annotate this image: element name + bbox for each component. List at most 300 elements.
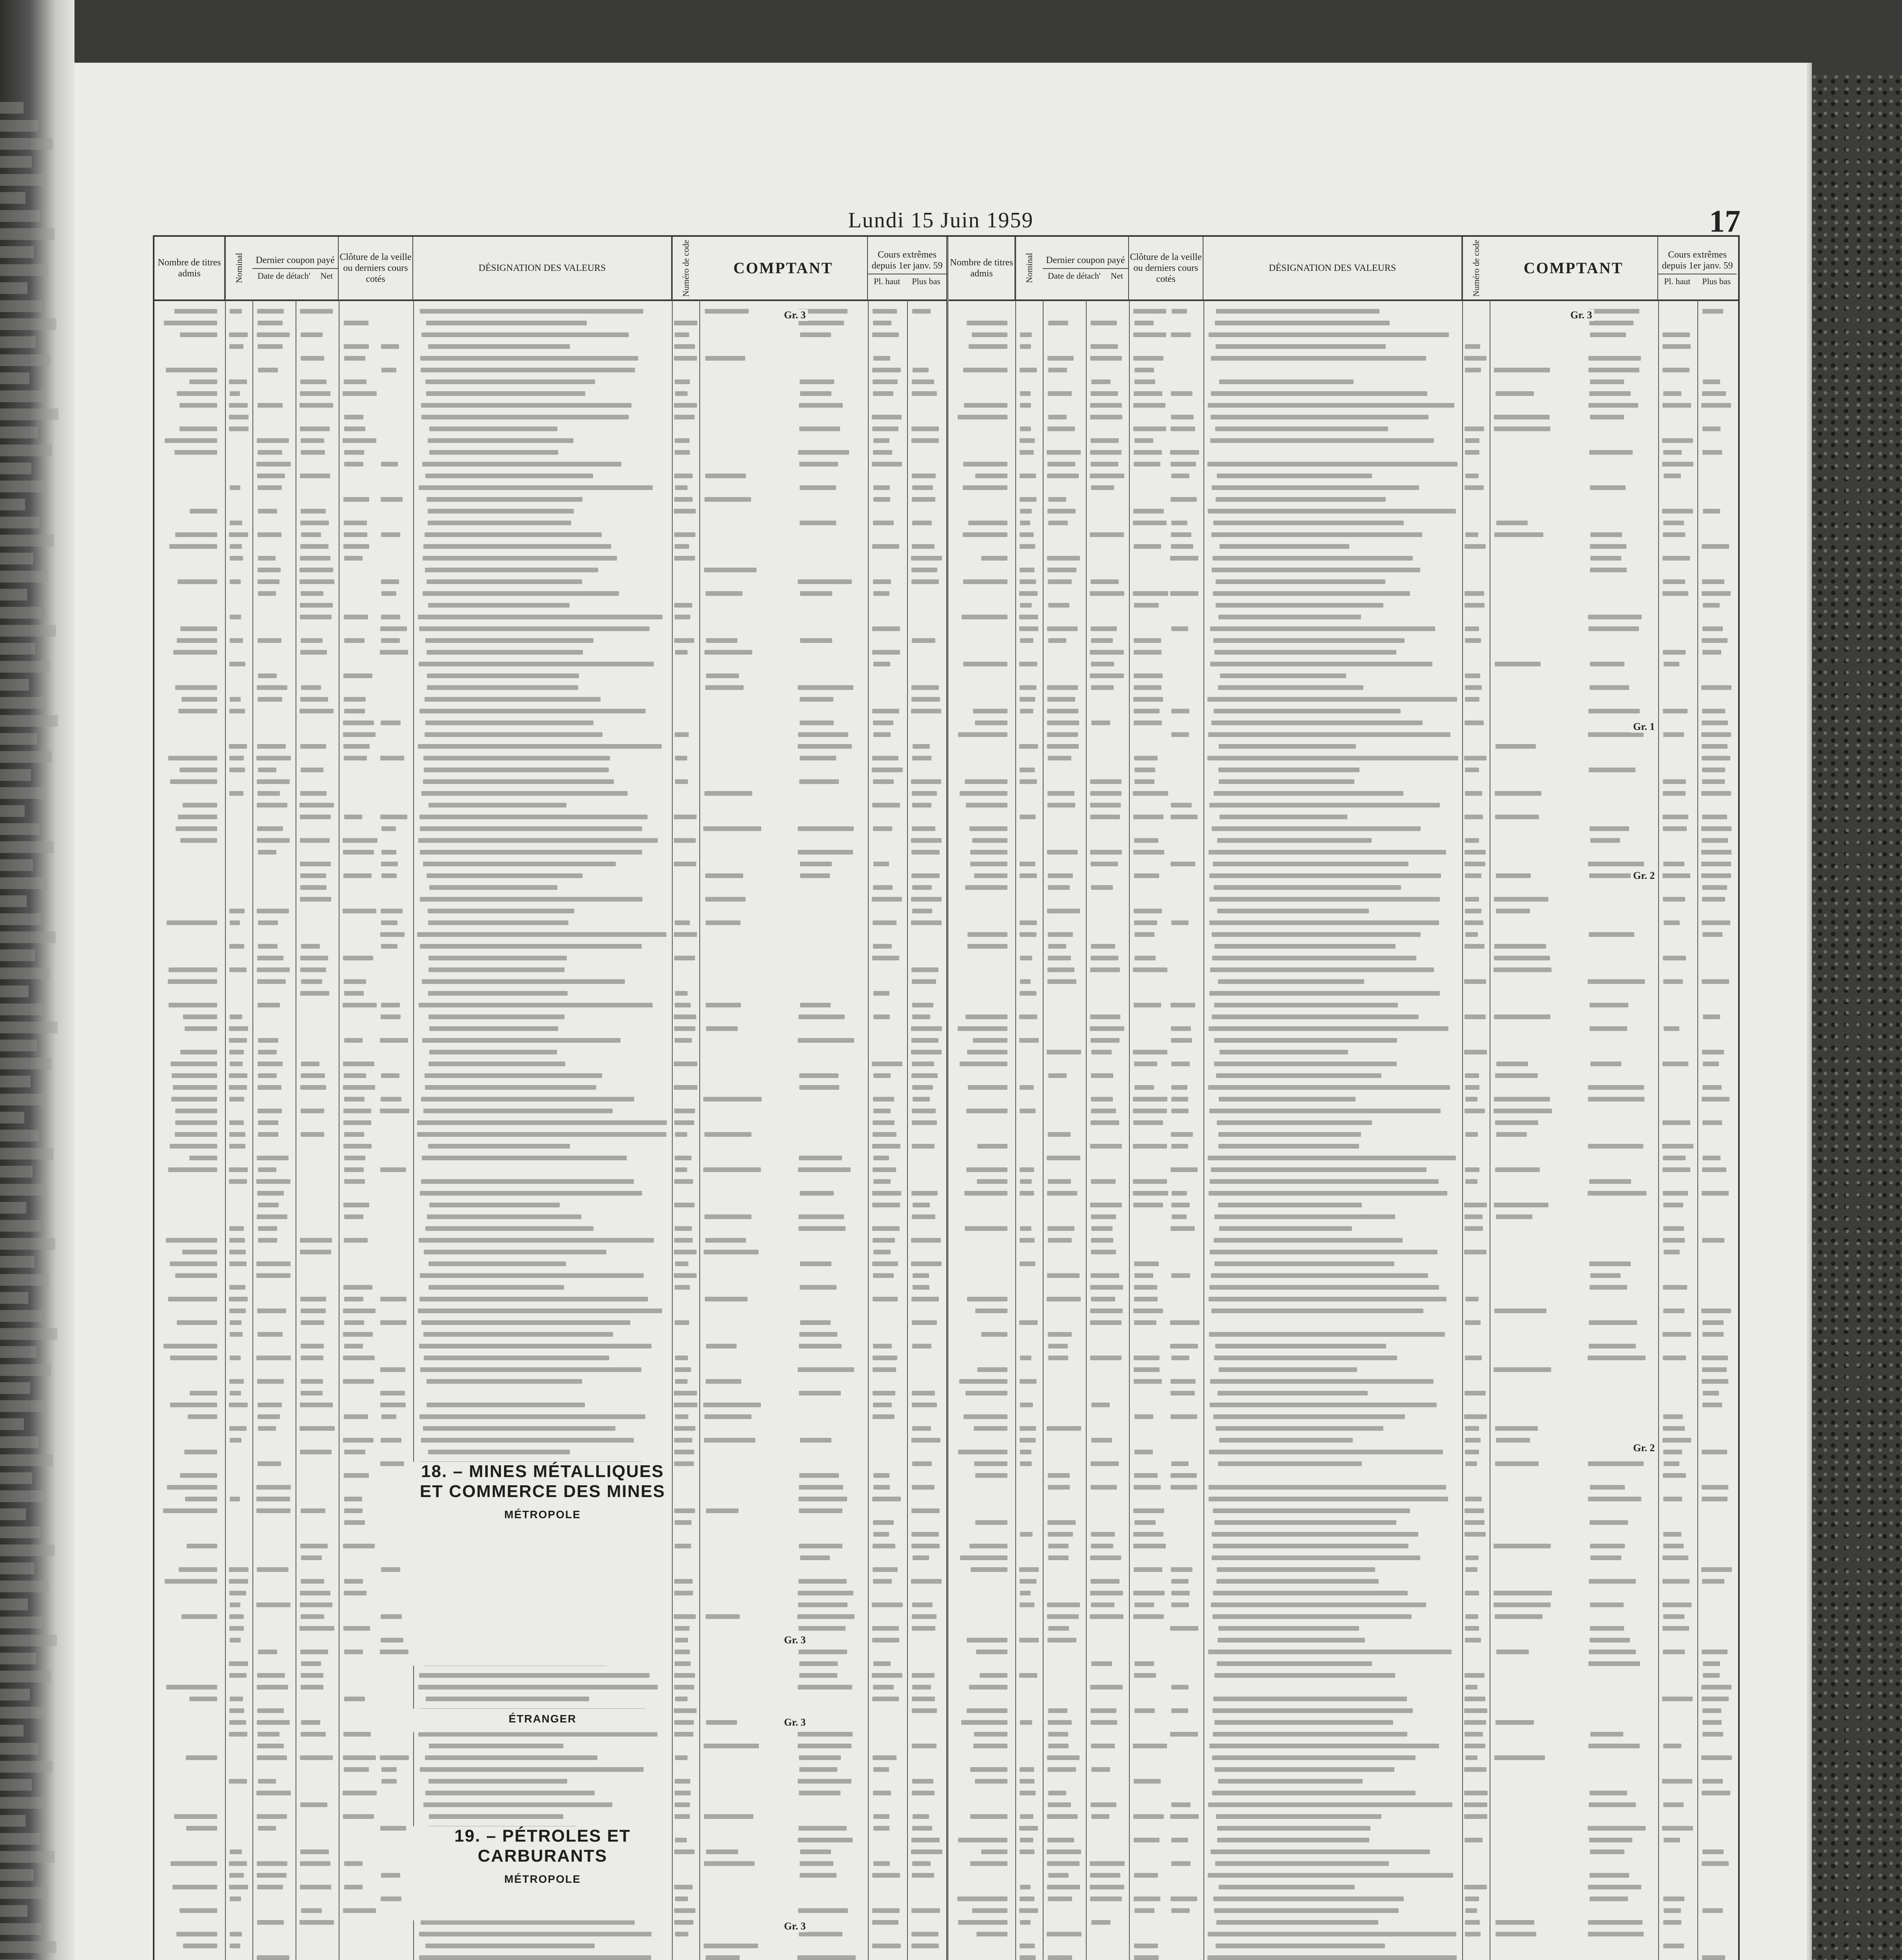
table-row <box>154 611 946 623</box>
table-row <box>949 1622 1738 1634</box>
table-row <box>154 1928 946 1940</box>
table-row <box>154 1129 946 1140</box>
table-row <box>949 317 1738 329</box>
group-label: Gr. 3 <box>782 1717 808 1728</box>
table-row <box>154 623 946 635</box>
table-row <box>154 399 946 411</box>
table-row <box>949 1340 1738 1352</box>
group-label: Gr. 1 <box>1631 721 1657 733</box>
table-row <box>154 1387 946 1399</box>
newspaper-page <box>74 63 1807 1960</box>
table-row <box>154 1152 946 1164</box>
table-row <box>949 858 1738 870</box>
table-row <box>154 1117 946 1129</box>
table-row <box>949 1705 1738 1717</box>
table-row <box>949 1176 1738 1187</box>
table-row <box>154 411 946 423</box>
table-row <box>949 976 1738 987</box>
table-row <box>949 1093 1738 1105</box>
table-row <box>949 1140 1738 1152</box>
header-numero-code: Numéro de code <box>672 237 699 299</box>
table-row <box>949 964 1738 976</box>
table-row <box>154 682 946 693</box>
table-row <box>154 1340 946 1352</box>
column-headers-right <box>949 237 1738 301</box>
table-row <box>949 764 1738 776</box>
table-row <box>949 1305 1738 1317</box>
table-row <box>949 1376 1738 1387</box>
table-row <box>154 1752 946 1764</box>
table-row <box>949 576 1738 588</box>
previous-page-edge <box>0 0 74 1960</box>
header-cloture: Clôture de la veille ou derniers cours cotés <box>1129 237 1203 299</box>
page-number: 17 <box>1709 204 1740 239</box>
table-row <box>949 1646 1738 1658</box>
header-cours-extremes-label: Cours extrêmes depuis 1er janv. 59 <box>1662 250 1733 271</box>
table-row <box>949 1517 1738 1528</box>
table-row <box>154 1328 946 1340</box>
table-row <box>154 1423 946 1434</box>
table-row <box>949 599 1738 611</box>
table-row <box>949 1881 1738 1893</box>
table-row <box>154 987 946 999</box>
table-row <box>154 1011 946 1023</box>
table-row <box>154 1105 946 1117</box>
table-row <box>154 541 946 552</box>
table-row <box>154 882 946 893</box>
table-row <box>949 1693 1738 1705</box>
table-row <box>154 940 946 952</box>
table-row <box>949 646 1738 658</box>
table-row <box>949 1223 1738 1234</box>
table-row <box>949 352 1738 364</box>
table-row <box>949 635 1738 646</box>
group-label: Gr. 2 <box>1631 1442 1657 1454</box>
table-row <box>154 858 946 870</box>
table-row <box>154 1164 946 1176</box>
table-row <box>154 1764 946 1775</box>
table-row <box>154 964 946 976</box>
table-row <box>154 705 946 717</box>
table-row <box>949 917 1738 929</box>
table-row <box>949 423 1738 435</box>
section-18-metropole: MÉTROPOLE <box>504 1508 581 1521</box>
table-row <box>949 1399 1738 1411</box>
group-label: Gr. 3 <box>782 309 808 321</box>
table-row <box>154 1740 946 1752</box>
table-row <box>949 564 1738 576</box>
table-row <box>949 1023 1738 1034</box>
table-row <box>949 1481 1738 1493</box>
table-row <box>949 1458 1738 1470</box>
header-dernier-coupon-label: Dernier coupon payé <box>1046 255 1125 265</box>
table-row <box>154 764 946 776</box>
group-label: Gr. 3 <box>1568 309 1594 321</box>
header-cloture: Clôture de la veille ou derniers cours cotés <box>339 237 413 299</box>
table-row <box>949 1717 1738 1728</box>
table-row <box>154 1187 946 1199</box>
table-row <box>154 823 946 835</box>
table-row <box>949 1117 1738 1129</box>
table-row <box>949 1752 1738 1764</box>
table-row <box>949 1834 1738 1846</box>
table-row <box>949 999 1738 1011</box>
table-row <box>949 588 1738 599</box>
table-row <box>949 1787 1738 1799</box>
table-row <box>949 1893 1738 1905</box>
table-row <box>949 1105 1738 1117</box>
table-row <box>154 1411 946 1423</box>
table-row <box>154 1023 946 1034</box>
table-row <box>154 788 946 799</box>
table-row <box>949 1034 1738 1046</box>
header-nombre-titres: Nombre de titres admis <box>949 237 1015 299</box>
section-19-metropole: MÉTROPOLE <box>504 1873 581 1886</box>
table-row <box>949 729 1738 740</box>
table-row <box>154 1046 946 1058</box>
table-row <box>949 1164 1738 1176</box>
table-row <box>949 305 1738 317</box>
table-row <box>949 458 1738 470</box>
table-row <box>154 776 946 788</box>
table-row <box>949 1046 1738 1058</box>
table-row <box>949 388 1738 399</box>
table-row <box>154 752 946 764</box>
table-row <box>154 341 946 352</box>
table-row <box>949 1670 1738 1681</box>
header-nominal: Nominal <box>225 237 252 299</box>
table-row <box>154 1199 946 1211</box>
table-row <box>949 1540 1738 1552</box>
header-plus-haut: Pl. haut <box>1664 276 1691 286</box>
table-row <box>949 1658 1738 1670</box>
table-row <box>949 341 1738 352</box>
table-row <box>949 1058 1738 1070</box>
table-row <box>154 717 946 729</box>
table-row <box>949 411 1738 423</box>
table-row <box>154 693 946 705</box>
right-listing-rows <box>949 305 1738 1960</box>
table-row <box>154 1305 946 1317</box>
table-row <box>949 1811 1738 1822</box>
header-nominal: Nominal <box>1015 237 1043 299</box>
group-label: Gr. 2 <box>1631 870 1657 882</box>
table-row <box>154 588 946 599</box>
table-row <box>949 1869 1738 1881</box>
column-headers-left <box>154 237 946 301</box>
table-row <box>154 1093 946 1105</box>
table-row <box>154 1258 946 1270</box>
table-row <box>154 576 946 588</box>
table-row <box>154 1940 946 1952</box>
quotation-table <box>153 235 1740 1960</box>
table-row <box>949 693 1738 705</box>
table-row <box>154 917 946 929</box>
right-table-body <box>949 305 1738 1960</box>
table-row <box>949 811 1738 823</box>
table-row <box>949 552 1738 564</box>
header-numero-code: Numéro de code <box>1462 237 1490 299</box>
table-row <box>949 1317 1738 1328</box>
table-row <box>949 905 1738 917</box>
table-row <box>949 1505 1738 1517</box>
table-row <box>949 776 1738 788</box>
table-row <box>949 1858 1738 1869</box>
table-row <box>154 635 946 646</box>
table-row <box>154 494 946 505</box>
table-row <box>154 1176 946 1187</box>
table-row <box>154 1775 946 1787</box>
section-18-title: 18. – MINES MÉTALLIQUES ET COMMERCE DES MINES <box>419 1462 666 1501</box>
table-row <box>949 529 1738 541</box>
table-row <box>949 1434 1738 1446</box>
section-18-header <box>413 1462 672 1666</box>
table-row <box>949 1387 1738 1399</box>
table-row <box>949 987 1738 999</box>
table-row <box>949 1764 1738 1775</box>
table-row <box>949 1423 1738 1434</box>
table-row <box>949 1258 1738 1270</box>
table-row <box>949 1822 1738 1834</box>
table-row <box>154 458 946 470</box>
table-row <box>949 1187 1738 1199</box>
header-dernier-coupon-label: Dernier coupon payé <box>256 255 335 265</box>
table-row <box>154 1399 946 1411</box>
section-19-header <box>413 1826 672 1920</box>
table-row <box>154 446 946 458</box>
section-19-title: 19. – PÉTROLES ET CARBURANTS <box>454 1826 631 1866</box>
table-row <box>154 529 946 541</box>
table-row <box>154 1376 946 1387</box>
table-row <box>949 1293 1738 1305</box>
table-row <box>949 446 1738 458</box>
table-row <box>949 1446 1738 1458</box>
table-row <box>154 1223 946 1234</box>
table-row <box>154 1140 946 1152</box>
table-row <box>154 846 946 858</box>
table-row <box>154 1270 946 1281</box>
table-row <box>154 329 946 341</box>
table-row <box>154 811 946 823</box>
table-row <box>949 870 1738 882</box>
table-row <box>949 1270 1738 1281</box>
header-comptant: COMPTANT <box>1490 237 1658 299</box>
table-row <box>949 623 1738 635</box>
table-row <box>154 364 946 376</box>
table-row <box>154 376 946 388</box>
table-row <box>949 658 1738 670</box>
table-row <box>154 517 946 529</box>
table-row <box>154 1082 946 1093</box>
table-row <box>949 1846 1738 1858</box>
table-row <box>154 482 946 494</box>
table-row <box>949 1740 1738 1752</box>
table-row <box>154 799 946 811</box>
header-nombre-titres: Nombre de titres admis <box>154 237 225 299</box>
table-row <box>154 1317 946 1328</box>
table-row <box>154 564 946 576</box>
table-row <box>949 541 1738 552</box>
table-row <box>949 952 1738 964</box>
header-cours-extremes-label: Cours extrêmes depuis 1er janv. 59 <box>871 250 943 271</box>
table-row <box>949 1493 1738 1505</box>
table-row <box>949 1411 1738 1423</box>
table-row <box>949 1281 1738 1293</box>
table-row <box>154 317 946 329</box>
table-row <box>949 846 1738 858</box>
table-row <box>154 1058 946 1070</box>
table-row <box>949 399 1738 411</box>
table-row <box>154 352 946 364</box>
table-row <box>949 1681 1738 1693</box>
table-row <box>154 1034 946 1046</box>
table-row <box>949 482 1738 494</box>
table-row <box>154 1787 946 1799</box>
table-row <box>154 599 946 611</box>
header-dernier-coupon <box>1043 237 1129 299</box>
table-row <box>154 740 946 752</box>
table-row <box>154 1799 946 1811</box>
table-row <box>949 929 1738 940</box>
table-row <box>154 552 946 564</box>
table-row <box>949 940 1738 952</box>
table-row <box>949 1082 1738 1093</box>
table-row <box>154 423 946 435</box>
table-row <box>154 1211 946 1223</box>
table-row <box>154 1693 946 1705</box>
table-row <box>154 435 946 446</box>
header-net: Net <box>320 271 333 281</box>
header-plus-bas: Plus bas <box>1702 276 1731 286</box>
section-18-etranger: ÉTRANGER <box>413 1709 672 1732</box>
table-row <box>154 1446 946 1458</box>
table-row <box>949 1611 1738 1622</box>
table-row <box>949 740 1738 752</box>
table-row <box>949 799 1738 811</box>
table-row <box>949 1199 1738 1211</box>
header-dernier-coupon <box>252 237 339 299</box>
table-row <box>949 329 1738 341</box>
table-row <box>949 1799 1738 1811</box>
header-comptant: COMPTANT <box>699 237 868 299</box>
table-row <box>949 435 1738 446</box>
table-row <box>154 1364 946 1376</box>
table-row <box>949 893 1738 905</box>
table-row <box>949 1552 1738 1564</box>
table-row <box>949 1211 1738 1223</box>
table-row <box>154 1352 946 1364</box>
table-row <box>949 1575 1738 1587</box>
table-row <box>949 470 1738 482</box>
table-row <box>154 1281 946 1293</box>
header-date-detach: Date de détach' <box>257 271 310 281</box>
table-row <box>949 1129 1738 1140</box>
table-row <box>154 646 946 658</box>
table-row <box>949 788 1738 799</box>
table-row <box>949 1952 1738 1960</box>
table-row <box>154 976 946 987</box>
table-row <box>154 1434 946 1446</box>
header-cours-extremes <box>868 237 946 299</box>
table-row <box>949 1070 1738 1082</box>
table-row <box>949 882 1738 893</box>
table-row <box>949 1564 1738 1575</box>
table-row <box>154 1070 946 1082</box>
right-half-table <box>949 237 1738 1960</box>
table-row <box>154 670 946 682</box>
table-row <box>949 752 1738 764</box>
header-plus-haut: Pl. haut <box>874 276 900 286</box>
table-row <box>154 870 946 882</box>
table-row <box>154 1811 946 1822</box>
table-row <box>154 1681 946 1693</box>
table-row <box>154 505 946 517</box>
table-row <box>949 823 1738 835</box>
table-row <box>949 670 1738 682</box>
table-row <box>949 505 1738 517</box>
table-row <box>949 717 1738 729</box>
table-row <box>949 376 1738 388</box>
table-row <box>154 658 946 670</box>
table-row <box>949 611 1738 623</box>
table-row <box>949 835 1738 846</box>
table-row <box>949 517 1738 529</box>
table-row <box>154 929 946 940</box>
header-date-detach: Date de détach' <box>1047 271 1101 281</box>
table-row <box>949 1928 1738 1940</box>
table-row <box>154 1670 946 1681</box>
header-cours-extremes <box>1658 237 1737 299</box>
header-net: Net <box>1111 271 1123 281</box>
table-row <box>154 1952 946 1960</box>
header-plus-bas: Plus bas <box>912 276 940 286</box>
table-row <box>949 1916 1738 1928</box>
table-row <box>154 835 946 846</box>
table-row <box>949 1364 1738 1376</box>
table-row <box>949 1328 1738 1340</box>
table-row <box>949 364 1738 376</box>
previous-page-text <box>0 102 59 1960</box>
table-row <box>949 1152 1738 1164</box>
table-row <box>154 999 946 1011</box>
table-row <box>154 1234 946 1246</box>
table-row <box>949 1011 1738 1023</box>
header-designation: DÉSIGNATION DES VALEURS <box>1203 237 1462 299</box>
table-row <box>949 1599 1738 1611</box>
table-row <box>949 1775 1738 1787</box>
header-designation: DÉSIGNATION DES VALEURS <box>413 237 672 299</box>
table-row <box>949 1634 1738 1646</box>
table-row <box>154 388 946 399</box>
left-table-body <box>154 305 946 1960</box>
table-row <box>949 705 1738 717</box>
table-row <box>154 1293 946 1305</box>
group-label: Gr. 3 <box>782 1920 808 1932</box>
table-row <box>154 305 946 317</box>
table-row <box>949 1234 1738 1246</box>
table-row <box>949 1905 1738 1916</box>
page-date: Lundi 15 Juin 1959 <box>848 208 1034 232</box>
table-row <box>949 1728 1738 1740</box>
table-row <box>949 682 1738 693</box>
table-row <box>949 1528 1738 1540</box>
group-label: Gr. 3 <box>782 1634 808 1646</box>
table-row <box>949 1352 1738 1364</box>
table-row <box>949 1246 1738 1258</box>
table-row <box>154 470 946 482</box>
book-binding <box>1811 74 1902 1960</box>
table-row <box>949 1470 1738 1481</box>
